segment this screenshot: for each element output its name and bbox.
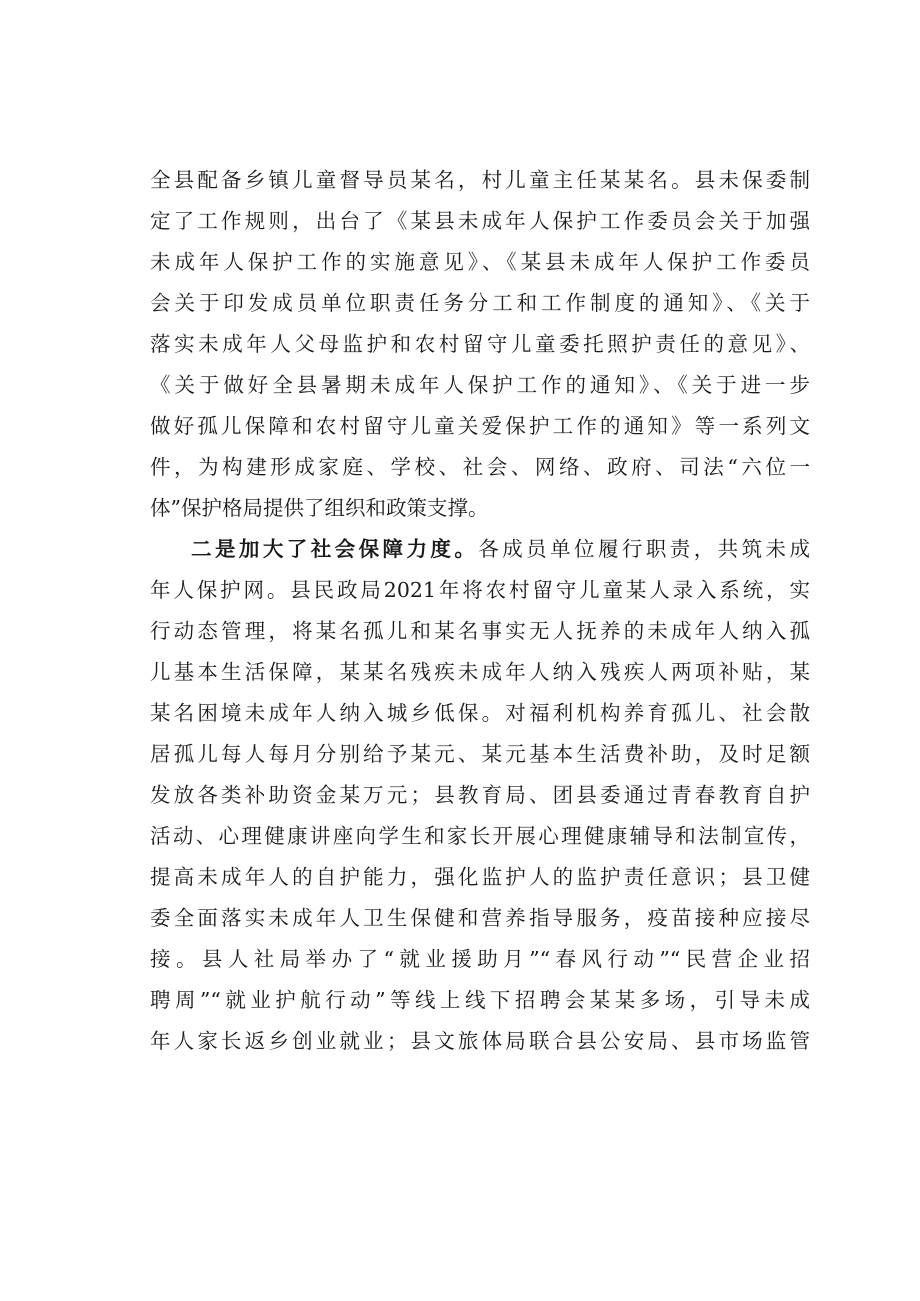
text-line: 落实未成年人父母监护和农村留守儿童委托照护责任的意见》、 — [150, 332, 810, 356]
text-line: 体”保护格局提供了组织和政策支撑。 — [150, 496, 489, 520]
text-line: 某名困境未成年人纳入城乡低保。对福利机构养育孤儿、社会散 — [150, 701, 810, 725]
text-line: 全县配备乡镇儿童督导员某名，村儿童主任某某名。县未保委制 — [150, 168, 810, 192]
text-line: 件，为构建形成家庭、学校、社会、网络、政府、司法“六位一 — [150, 455, 810, 479]
body-text — [150, 160, 810, 1062]
text-line: 年人家长返乡创业就业；县文旅体局联合县公安局、县市场监管 — [150, 1029, 810, 1053]
text-line: 儿基本生活保障，某某名残疾未成年人纳入残疾人两项补贴，某 — [150, 660, 810, 684]
text-line: 会关于印发成员单位职责任务分工和工作制度的通知》、《关于 — [150, 291, 810, 315]
text-line: 发放各类补助资金某万元；县教育局、团县委通过青春教育自护 — [150, 783, 810, 807]
paragraph-2 — [150, 529, 810, 1062]
text-line: 活动、心理健康讲座向学生和家长开展心理健康辅导和法制宣传， — [150, 824, 810, 848]
text-line: 提高未成年人的自护能力，强化监护人的监护责任意识；县卫健 — [150, 865, 810, 889]
paragraph-1 — [150, 160, 810, 529]
text-line: 年人保护网。县民政局2021年将农村留守儿童某人录入系统，实 — [150, 578, 810, 602]
paragraph-2-first-line-text: 各成员单位履行职责，共筑未成 — [478, 537, 811, 561]
text-line: 接。县人社局举办了“就业援助月”“春风行动”“民营企业招 — [150, 947, 810, 971]
paragraph-2-first-line — [150, 529, 810, 570]
paragraph-lead-heading: 二是加大了社会保障力度。 — [191, 537, 479, 561]
text-line: 《关于做好全县暑期未成年人保护工作的通知》、《关于进一步 — [150, 373, 810, 397]
text-line: 聘周”“就业护航行动”等线上线下招聘会某某多场，引导未成 — [150, 988, 810, 1012]
text-line: 居孤儿每人每月分别给予某元、某元基本生活费补助，及时足额 — [150, 742, 810, 766]
text-line: 做好孤儿保障和农村留守儿童关爱保护工作的通知》等一系列文 — [150, 414, 810, 438]
text-line: 定了工作规则，出台了《某县未成年人保护工作委员会关于加强 — [150, 209, 810, 233]
text-line: 委全面落实未成年人卫生保健和营养指导服务，疫苗接种应接尽 — [150, 906, 810, 930]
text-line: 行动态管理，将某名孤儿和某名事实无人抚养的未成年人纳入孤 — [150, 619, 810, 643]
text-line: 未成年人保护工作的实施意见》、《某县未成年人保护工作委员 — [150, 250, 810, 274]
